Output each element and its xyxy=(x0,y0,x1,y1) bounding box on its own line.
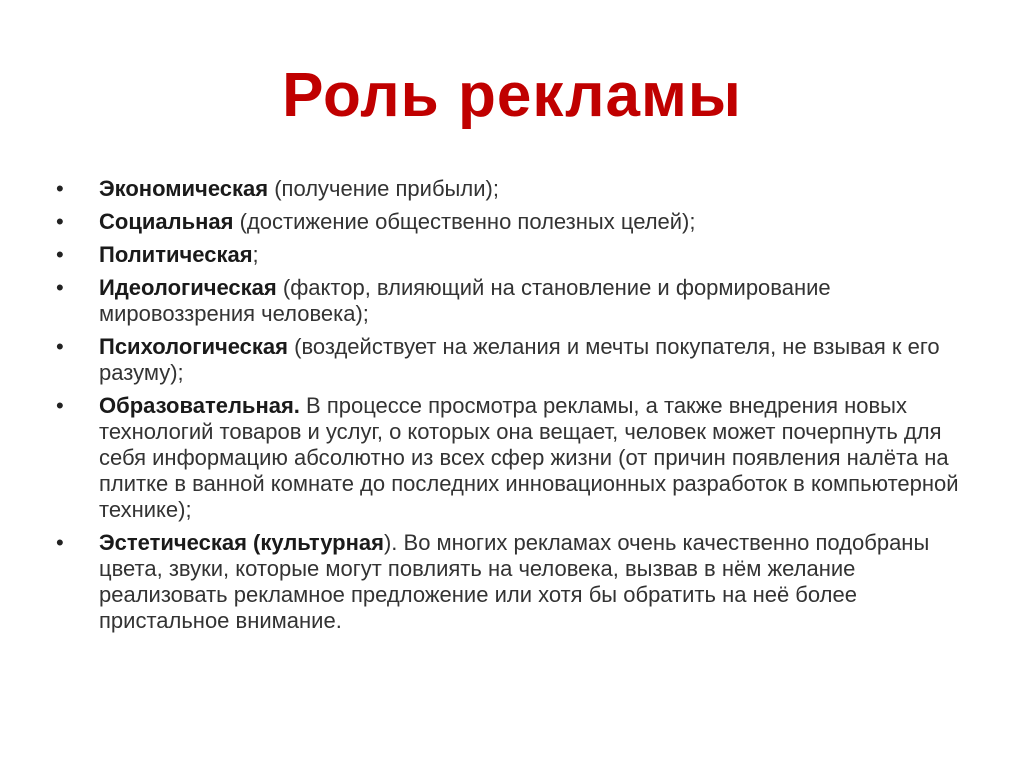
bullet-list xyxy=(56,176,976,641)
bullet-dot-icon: • xyxy=(56,176,64,201)
bullet-item-social xyxy=(56,209,976,235)
bullet-dot-icon: • xyxy=(56,334,64,359)
bullet-term: Психологическая xyxy=(99,334,288,359)
bullet-text: ; xyxy=(252,242,259,267)
bullet-item-psychological xyxy=(56,334,976,386)
slide-title: Роль рекламы xyxy=(282,61,742,130)
bullet-term: Политическая xyxy=(99,242,253,267)
bullet-dot-icon: • xyxy=(56,393,64,418)
bullet-item-ideological xyxy=(56,275,976,327)
bullet-text: ). Во многих рекламах очень качественно подобраны цвета, звуки, которые могут повлиять на человека, вызвав в нём желание реализовать рекламное предложение или хотя бы обратить на неё более пристальное внимание. xyxy=(99,530,930,633)
bullet-text: В процессе просмотра рекламы, а также внедрения новых технологий товаров и услуг, о которых она вещает, человек может почерпнуть для себя информацию абсолютно из всех сфер жизни (от причин появления налёта на плитке в ванной комнате до последних инновационных разработок в компьютерной технике); xyxy=(99,393,959,522)
bullet-dot-icon: • xyxy=(56,275,64,300)
bullet-dot-icon: • xyxy=(56,530,64,555)
bullet-item-economic xyxy=(56,176,976,202)
bullet-text: (достижение общественно полезных целей); xyxy=(233,209,696,234)
bullet-term: Экономическая xyxy=(99,176,269,201)
bullet-term: Идеологическая xyxy=(99,275,277,300)
bullet-dot-icon: • xyxy=(56,242,64,267)
bullet-item-aesthetic xyxy=(56,530,976,634)
bullet-text: (фактор, влияющий на становление и формирование мировоззрения человека); xyxy=(99,275,831,326)
bullet-text: (получение прибыли); xyxy=(268,176,499,201)
bullet-term: Образовательная. xyxy=(99,393,300,418)
bullet-text: (воздействует на желания и мечты покупателя, не взывая к его разуму); xyxy=(99,334,940,385)
bullet-item-educational xyxy=(56,393,976,523)
bullet-term: Эстетическая (культурная xyxy=(99,530,384,555)
bullet-item-political xyxy=(56,242,976,268)
bullet-term: Социальная xyxy=(99,209,234,234)
bullet-dot-icon: • xyxy=(56,209,64,234)
